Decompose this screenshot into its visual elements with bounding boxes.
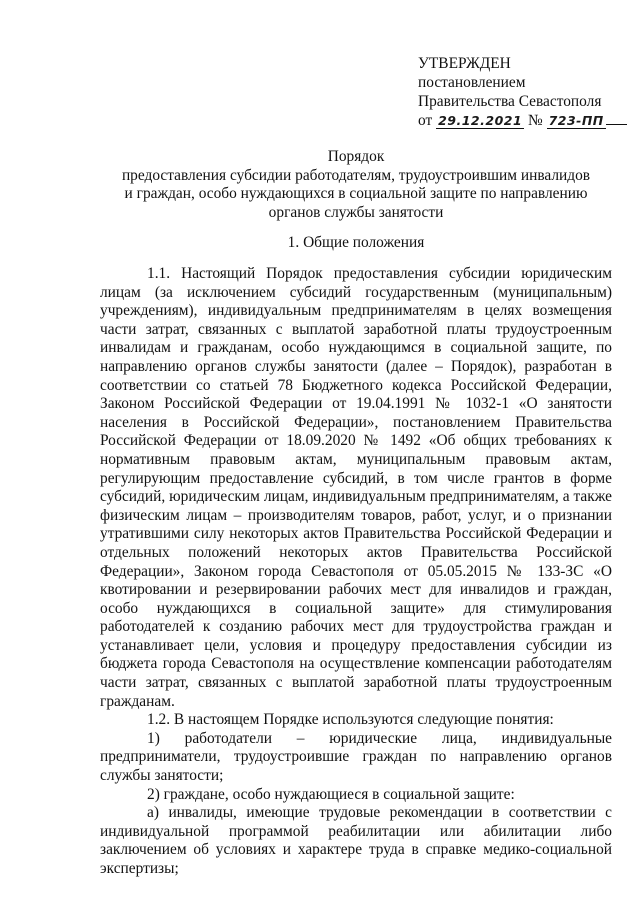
paragraph-item-2a: а) инвалиды, имеющие трудовые рекомендации в соответствии с индивидуальной программой реабилитации или абилитации либо заключением об условиях и характере труда в справке медико-социальной экспертизы; [100,804,612,877]
document-title [100,148,612,222]
document-body [100,265,612,879]
approval-line-resolution: постановлением [418,74,526,91]
approval-number-label: № [528,112,543,129]
approval-date-handwritten: 29.12.2021 [438,113,523,128]
title-line-2: предоставления субсидии работодателям, трудоустроившим инвалидов [121,166,591,184]
title-line-3: и граждан, особо нуждающихся в социальной защите по направлению [124,185,588,203]
paragraph-item-1: 1) работодатели – юридические лица, индивидуальные предприниматели, трудоустроившие граждан по направлению органов службы занятости; [100,729,612,785]
approval-date-number-line [418,111,618,130]
paragraph-1-2: 1.2. В настоящем Порядке используются следующие понятия: [147,711,554,729]
section-heading: 1. Общие положения [287,234,425,251]
title-line-4: органов службы занятости [268,203,444,221]
paragraph-1-1: 1.1. Настоящий Порядок предоставления субсидии юридическим лицам (за исключением субсидий государственным (муниципальным) учреждениям), индивидуальным предпринимателям в целях возмещения части затрат, связанных с выплатой заработной платы трудоустроенным инвалидам и гражданам, особо нуждающимся в социальной защите, по направлению органов службы занятости (далее – Порядок), разработан в соответствии со статьей 78 Бюджетного кодекса Российской Федерации, Законом Российской Федерации от 19.04.1991 № 1032-1 «О занятости населения в Российской Федерации», постановлением Правительства Российской Федерации от 18.09.2020 № 1492 «Об общих требованиях к нормативным правовым актам, муниципальным правовым актам, регулирующим предоставление субсидий, в том числе грантов в форме субсидий, юридическим лицам, индивидуальным предпринимателям, а также физическим лицам – производителям товаров, работ, услуг, и о признании утратившими силу некоторых актов Правительства Российской Федерации и отдельных положений некоторых актов Правительства Российской Федерации», Законом города Севастополя от 05.05.2015 № 133-ЗС «О квотировании и резервировании рабочих мест для инвалидов и граждан, особо нуждающихся в социальной защите» для стимулирования работодателей к созданию рабочих мест для трудоустройства граждан и устанавливает цели, условия и процедуру предоставления субсидии из бюджета города Севастополя на осуществление компенсации работодателям части затрат, связанных с выплатой заработной платы трудоустроенным гражданам. [100,265,612,710]
paragraph-item-2: 2) граждане, особо нуждающиеся в социальной защите: [147,785,515,803]
approval-from-label: от [418,112,433,129]
approval-number-handwritten: 723-ПП [548,113,604,128]
approval-stamp-block [418,54,618,130]
approval-heading: УТВЕРЖДЕН [418,55,511,72]
title-line-1: Порядок [327,148,385,165]
approval-number-underline [606,124,627,125]
approval-line-government: Правительства Севастополя [418,93,602,110]
